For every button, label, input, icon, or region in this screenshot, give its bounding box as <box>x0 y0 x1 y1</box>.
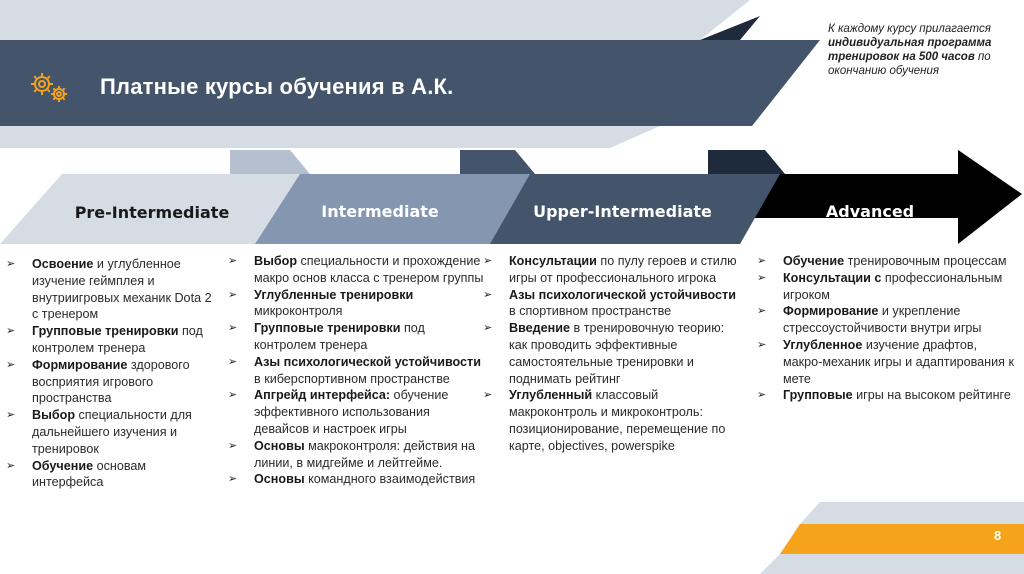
step-label-pre-intermediate: Pre-Intermediate <box>74 203 230 222</box>
arrow-bullet-icon: ➢ <box>757 389 767 402</box>
arrow-bullet-icon: ➢ <box>228 288 238 301</box>
list-item: ➢ Апгрейд интерфейса: обучение эффективного использования девайсов и настроек игры <box>228 388 449 436</box>
arrow-bullet-icon: ➢ <box>228 355 238 368</box>
arrow-bullet-icon: ➢ <box>228 389 238 402</box>
list-item: ➢ Консультации по пулу героев и стилю игры от профессионального игрока <box>483 254 737 285</box>
step-label-upper-intermediate: Upper-Intermediate <box>533 202 712 221</box>
arrow-bullet-icon: ➢ <box>483 288 493 301</box>
arrow-bullet-icon: ➢ <box>6 258 16 270</box>
arrow-bullet-icon: ➢ <box>757 338 767 351</box>
note-text-bold: индивидуальная программа тренировок на 500 часов <box>828 37 992 63</box>
gears-icon <box>26 68 76 104</box>
list-item: ➢ Групповые тренировки под контролем тренера <box>228 321 425 352</box>
bullet-list <box>477 253 739 455</box>
arrow-bullet-icon: ➢ <box>757 255 767 267</box>
note-text-end: по окончанию обучения <box>828 51 991 77</box>
list-item: ➢ Обучение тренировочным процессам <box>757 254 1007 268</box>
list-item: ➢ Обучение основам интерфейса <box>6 458 147 490</box>
list-item: ➢ Углубленные тренировки микроконтроля <box>228 287 414 319</box>
arrow-bullet-icon: ➢ <box>6 325 16 338</box>
arrow-bullet-icon: ➢ <box>228 439 238 452</box>
arrow-bullet-icon: ➢ <box>6 358 16 371</box>
list-item: ➢ Углубленный классовый макроконтроль и микроконтроль: позиционирование, перемещение по карте, objectives, powerspike <box>483 388 726 453</box>
list-item: ➢ Углубленное изучение драфтов, макро-механик игры и адаптирования к мете <box>757 337 1014 386</box>
list-item: ➢ Освоение и углубленное изучение геймплея и внутриигровых механик Dota 2 с тренером <box>6 257 212 322</box>
page-number: 8 <box>994 528 1002 543</box>
list-item: ➢ Консультации с профессиональным игроком <box>757 270 1003 302</box>
list-item: ➢ Основы командного взаимодействия <box>228 472 476 487</box>
list-item: ➢ Выбор специальности для дальнейшего изучения и тренировок <box>6 408 192 456</box>
step-label-intermediate: Intermediate <box>321 202 439 221</box>
step-tab-1 <box>230 150 310 174</box>
step-tab-3 <box>708 150 785 174</box>
column-advanced <box>751 253 1019 404</box>
bullet-list <box>0 256 220 491</box>
arrow-bullet-icon: ➢ <box>757 305 767 318</box>
arrow-bullet-icon: ➢ <box>228 473 238 486</box>
list-item: ➢ Групповые игры на высоком рейтинге <box>757 388 1011 403</box>
column-pre-intermediate <box>0 256 220 491</box>
arrow-bullet-icon: ➢ <box>483 255 493 267</box>
arrow-bullet-icon: ➢ <box>228 255 238 267</box>
note-text-start: К каждому курсу прилагается <box>828 23 991 35</box>
arrow-bullet-icon: ➢ <box>6 409 16 422</box>
arrow-bullet-icon: ➢ <box>483 389 493 402</box>
arrow-bullet-icon: ➢ <box>757 271 767 284</box>
column-upper-intermediate <box>477 253 739 455</box>
list-item: ➢ Выбор специальности и прохождение макро основ класса с тренером группы <box>228 254 484 285</box>
list-item: ➢ Основы макроконтроля: действия на линии, в мидгейме и лейтгейме. <box>228 438 476 470</box>
list-item: ➢ Формирование здорового восприятия игрового пространства <box>6 357 190 406</box>
arrow-bullet-icon: ➢ <box>6 459 16 472</box>
arrow-bullet-icon: ➢ <box>228 322 238 335</box>
course-steps <box>0 148 1024 248</box>
list-item: ➢ Азы психологической устойчивости в спортивном пространстве <box>483 287 736 319</box>
page-title: Платные курсы обучения в А.К. <box>100 74 454 99</box>
bullet-list <box>751 253 1019 404</box>
arrow-bullet-icon: ➢ <box>483 322 493 335</box>
list-item: ➢ Формирование и укрепление стрессоустойчивости внутри игры <box>757 304 982 336</box>
step-arrows <box>0 148 1024 248</box>
step-tab-2 <box>460 150 535 174</box>
footer-decoration <box>760 500 1024 574</box>
bullet-list <box>222 253 484 488</box>
list-item: ➢ Азы психологической устойчивости в киберспортивном пространстве <box>228 354 481 386</box>
step-label-advanced: Advanced <box>825 202 915 221</box>
course-note <box>828 22 1018 78</box>
list-item: ➢ Групповые тренировки под контролем тренера <box>6 324 203 355</box>
list-item: ➢ Введение в тренировочную теорию: как проводить эффективные самостоятельные тренировки и поднимать рейтинг <box>483 321 725 386</box>
column-intermediate <box>222 253 484 488</box>
